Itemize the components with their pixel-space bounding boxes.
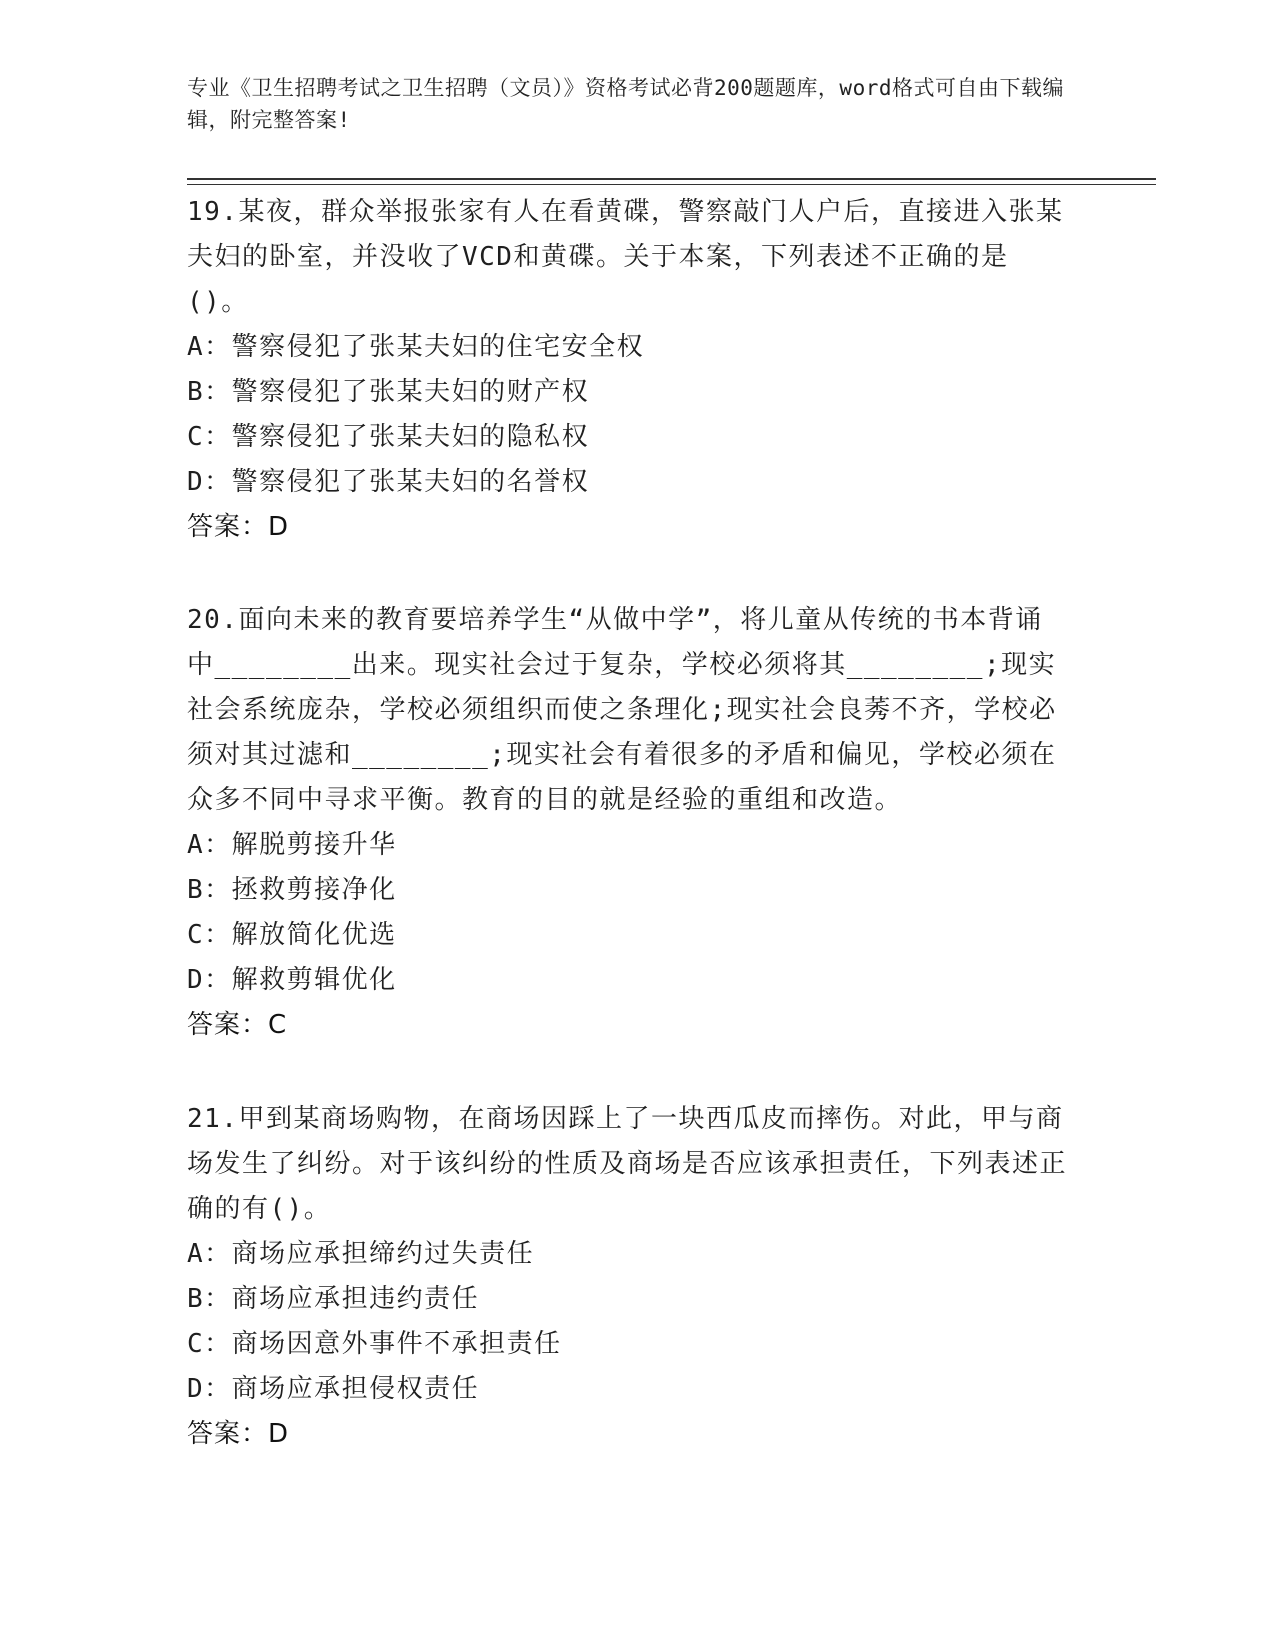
question-20 bbox=[187, 598, 1087, 1048]
option-b: B：拯救剪接净化 bbox=[187, 875, 397, 905]
option-c: C：警察侵犯了张某夫妇的隐私权 bbox=[187, 422, 590, 452]
question-21 bbox=[187, 1097, 1087, 1457]
option-b: B：警察侵犯了张某夫妇的财产权 bbox=[187, 377, 590, 407]
answer-line: 答案：D bbox=[187, 1419, 290, 1449]
option-d: D：商场应承担侵权责任 bbox=[187, 1374, 480, 1404]
option-a: A：解脱剪接升华 bbox=[187, 830, 397, 860]
option-a: A：商场应承担缔约过失责任 bbox=[187, 1239, 535, 1269]
document-header: 专业《卫生招聘考试之卫生招聘（文员）》资格考试必背200题题库，word格式可自由下载编辑，附完整答案! bbox=[187, 76, 1064, 132]
option-b: B：商场应承担违约责任 bbox=[187, 1284, 480, 1314]
option-c: C：商场因意外事件不承担责任 bbox=[187, 1329, 562, 1359]
question-stem: 19.某夜，群众举报张家有人在看黄碟，警察敲门人户后，直接进入张某夫妇的卧室，并没收了VCD和黄碟。关于本案，下列表述不正确的是()。 bbox=[187, 197, 1064, 317]
answer-line: 答案：C bbox=[187, 1010, 288, 1040]
question-stem: 20.面向未来的教育要培养学生“从做中学”，将儿童从传统的书本背诵中________出来。现实社会过于复杂，学校必须将其________;现实社会系统庞杂，学校必须组织而使之条理化;现实社会良莠不齐，学校必须对其过滤和________;现实社会有着很多的矛盾和偏见，学校必须在众多不同中寻求平衡。教育的目的就是经验的重组和改造。 bbox=[187, 605, 1057, 815]
option-d: D：解救剪辑优化 bbox=[187, 965, 397, 995]
question-stem: 21.甲到某商场购物，在商场因踩上了一块西瓜皮而摔伤。对此，甲与商场发生了纠纷。对于该纠纷的性质及商场是否应该承担责任，下列表述正确的有()。 bbox=[187, 1104, 1068, 1224]
option-d: D：警察侵犯了张某夫妇的名誉权 bbox=[187, 467, 590, 497]
option-a: A：警察侵犯了张某夫妇的住宅安全权 bbox=[187, 332, 645, 362]
question-19 bbox=[187, 190, 1087, 550]
header-divider bbox=[187, 178, 1156, 185]
answer-line: 答案：D bbox=[187, 512, 290, 542]
option-c: C：解放简化优选 bbox=[187, 920, 397, 950]
